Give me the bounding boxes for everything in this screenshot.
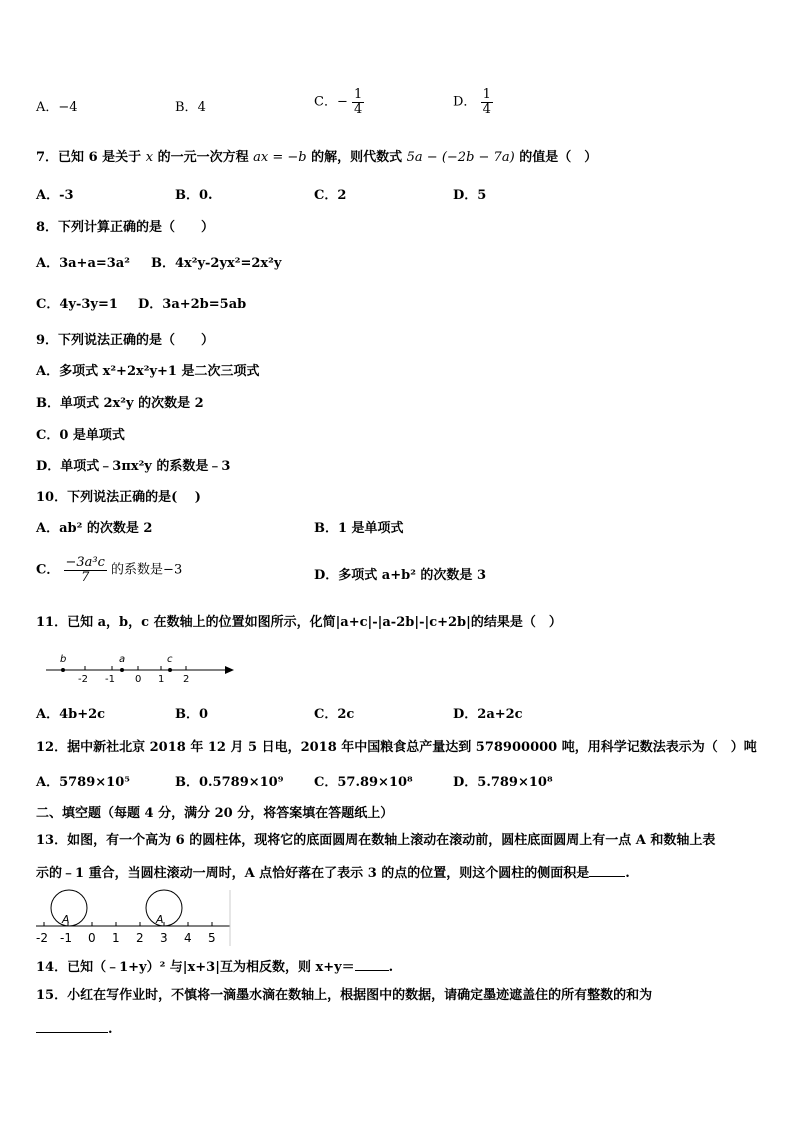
label-c: c [167, 654, 173, 665]
tick-label: 3 [160, 931, 168, 945]
tick-label: 4 [184, 931, 192, 945]
option-value: 4 [197, 100, 206, 115]
answer-blank [36, 1020, 108, 1033]
q12-option-b: B．0.5789×10⁹ [175, 775, 284, 790]
q13-line2-end: . [625, 866, 630, 881]
fraction [481, 88, 493, 117]
q13-line2-text: 示的﹣1 重合，当圆柱滚动一周时，A 点恰好落在了表示 3 的点的位置，则这个圆柱的侧面积是 [36, 866, 590, 881]
q7-middle2: 的解，则代数式 [311, 150, 403, 165]
option-label: A． [36, 100, 59, 115]
fraction [64, 556, 107, 585]
tick-label: -1 [105, 674, 115, 685]
fraction-denominator: 4 [354, 102, 363, 117]
arrow-icon [225, 666, 234, 674]
fraction-denominator: 7 [81, 570, 90, 585]
q13-line2 [36, 864, 630, 882]
q10-option-d: D．多项式 a+b² 的次数是 3 [314, 568, 486, 583]
q11-stem: 11．已知 a，b，c 在数轴上的位置如图所示，化简|a+c|-|a-2b|-|c+2b|的结果是（ ） [36, 615, 562, 630]
q8-option-d: D．3a+2b=5ab [138, 297, 247, 312]
q15-end: . [108, 1022, 113, 1037]
option-label: D． [453, 94, 477, 110]
q8-option-c: C．4y-3y=1 [36, 297, 118, 312]
q15-stem: 15．小红在写作业时，不慎将一滴墨水滴在数轴上，根据图中的数据，请确定墨迹遮盖住的所有整数的和为 [36, 988, 653, 1003]
q9-option-c: C．0 是单项式 [36, 428, 125, 443]
q11-option-b: B．0 [175, 707, 209, 722]
q15-answer-line [36, 1020, 113, 1038]
q13-cylinder-figure [34, 888, 234, 948]
fraction-numerator: −3a³c [65, 555, 105, 570]
q9-stem: 9．下列说法正确的是（ ） [36, 333, 215, 348]
q9-option-b: B．单项式 2x²y 的次数是 2 [36, 396, 204, 411]
q10-stem: 10．下列说法正确的是( ) [36, 490, 201, 505]
fraction-numerator: 1 [482, 87, 491, 102]
point-label: A [62, 913, 70, 926]
cylinder-base-circle-rolled [146, 890, 182, 926]
option-text: 的系数是−3 [111, 562, 183, 578]
fraction-numerator: 1 [354, 87, 363, 102]
tick-label: 0 [88, 931, 96, 945]
tick-label: 1 [158, 674, 165, 685]
q6-option-b [175, 100, 206, 116]
q14-text: 14．已知（﹣1+y）² 与|x+3|互为相反数，则 x+y＝ [36, 960, 355, 975]
tick-label: -2 [78, 674, 88, 685]
label-a: a [119, 654, 126, 665]
q12-option-c: C．57.89×10⁸ [314, 775, 413, 790]
q7-expression: 5a − (−2b − 7a) [406, 150, 515, 165]
fraction [352, 88, 364, 117]
point-b [61, 668, 65, 672]
q14-stem [36, 958, 393, 976]
q13-line1: 13．如图，有一个高为 6 的圆柱体，现将它的底面圆周在数轴上滚动在滚动前，圆柱底面圆周上有一点 A 和数轴上表 [36, 833, 716, 848]
q7-prefix: 7．已知 6 是关于 [36, 150, 142, 165]
option-sign: − [336, 94, 348, 110]
q11-option-a: A．4b+2c [36, 707, 106, 722]
q7-stem [36, 150, 597, 166]
q12-option-d: D．5.789×10⁸ [453, 775, 553, 790]
q7-suffix: 的值是（ ） [519, 150, 598, 165]
q12-stem: 12．据中新社北京 2018 年 12 月 5 日电，2018 年中国粮食总产量达到 578900000 吨，用科学记数法表示为（ ）吨 [36, 740, 757, 755]
tick-label: -2 [36, 931, 48, 945]
point-a [120, 668, 124, 672]
q7-option-c: C．2 [314, 188, 347, 203]
q10-option-a: A．ab² 的次数是 2 [36, 521, 153, 536]
q12-option-a: A．5789×10⁵ [36, 775, 130, 790]
q6-option-a [36, 100, 78, 116]
option-value: −4 [58, 100, 78, 115]
section-heading: 二、填空题（每题 4 分，满分 20 分，将答案填在答题纸上） [36, 806, 394, 821]
q7-variable: x [145, 150, 154, 165]
label-b: b [60, 654, 67, 665]
tick-label: 2 [136, 931, 144, 945]
q7-option-a: A．-3 [36, 188, 74, 203]
answer-blank [355, 958, 389, 971]
q11-option-d: D．2a+2c [453, 707, 523, 722]
q7-equation: ax = −b [253, 150, 307, 165]
q10-option-c [36, 556, 182, 585]
tick-label: 1 [112, 931, 120, 945]
option-label: C． [36, 562, 60, 578]
fraction-denominator: 4 [482, 102, 491, 117]
point-c [168, 668, 172, 672]
option-label: C． [314, 94, 337, 110]
q6-option-c [314, 88, 364, 117]
tick-label: 0 [135, 674, 142, 685]
q10-option-b: B．1 是单项式 [314, 521, 404, 536]
q8-stem: 8．下列计算正确的是（ ） [36, 220, 215, 235]
q11-number-line [40, 650, 240, 686]
option-label: B． [175, 100, 198, 115]
tick-label: 2 [183, 674, 190, 685]
q9-option-a: A．多项式 x²+2x²y+1 是二次三项式 [36, 364, 260, 379]
tick-label: -1 [60, 931, 72, 945]
q7-option-b: B．0. [175, 188, 213, 203]
q14-end: . [388, 960, 394, 975]
q8-option-b: B．4x²y-2yx²=2x²y [151, 256, 282, 271]
q6-option-d [453, 88, 493, 117]
tick-label: 5 [208, 931, 216, 945]
q7-option-d: D．5 [453, 188, 487, 203]
q11-option-c: C．2c [314, 707, 355, 722]
q9-option-d: D．单项式﹣3πx²y 的系数是﹣3 [36, 459, 231, 474]
q8-option-a: A．3a+a=3a² [36, 256, 130, 271]
q7-middle: 的一元一次方程 [157, 150, 249, 165]
point-label: A [156, 913, 164, 926]
answer-blank [589, 864, 625, 877]
